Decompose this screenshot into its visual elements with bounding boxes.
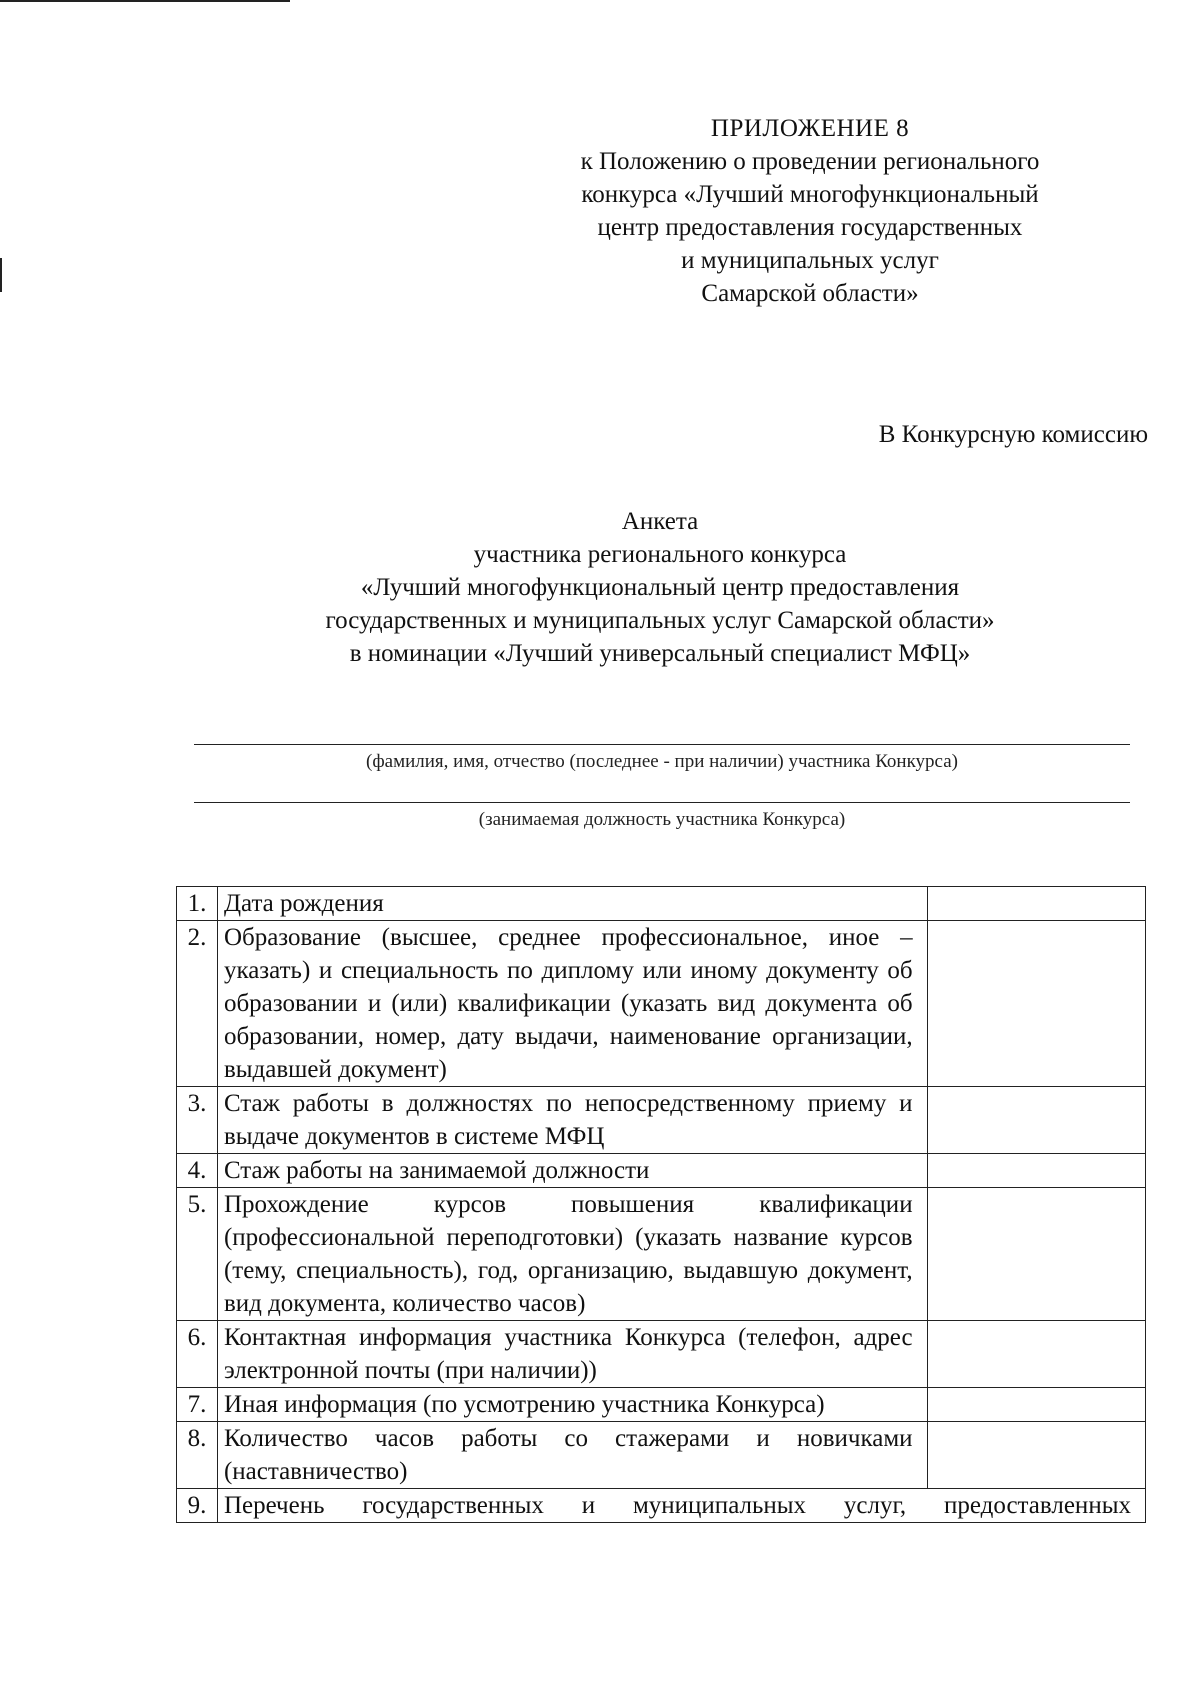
row-value-cell[interactable] xyxy=(927,921,1145,1087)
row-value-cell[interactable] xyxy=(927,1087,1145,1154)
form-title-line: Анкета xyxy=(621,508,699,535)
name-fill-line[interactable] xyxy=(194,744,1130,745)
row-value-cell[interactable] xyxy=(927,1422,1145,1489)
row-label: Контактная информация участника Конкурса (телефон, адрес электронной почты (при наличии)) xyxy=(217,1321,927,1388)
scan-edge-mark-top xyxy=(0,0,290,2)
appendix-line: к Положению о проведении регионального xyxy=(580,148,1040,175)
appendix-line: центр предоставления государственных xyxy=(597,214,1023,241)
scan-edge-mark-left xyxy=(0,258,2,292)
row-value-cell[interactable] xyxy=(927,887,1145,921)
appendix-header xyxy=(530,112,1090,310)
table-row xyxy=(177,1154,1146,1188)
table-row xyxy=(177,1422,1146,1489)
row-number: 9. xyxy=(177,1489,218,1523)
row-label: Дата рождения xyxy=(217,887,927,921)
appendix-line: и муниципальных услуг xyxy=(681,247,939,274)
table-row xyxy=(177,1489,1146,1523)
table-row xyxy=(177,887,1146,921)
row-value-cell[interactable] xyxy=(927,1154,1145,1188)
row-number: 2. xyxy=(177,921,218,1087)
questionnaire-table xyxy=(176,886,1146,1523)
addressee: В Конкурсную комиссию xyxy=(878,421,1148,448)
row-number: 5. xyxy=(177,1188,218,1321)
row-number: 1. xyxy=(177,887,218,921)
position-caption: (занимаемая должность участника Конкурса) xyxy=(478,809,846,830)
appendix-line: Самарской области» xyxy=(701,280,919,307)
row-value-cell[interactable] xyxy=(927,1388,1145,1422)
row-value-cell[interactable] xyxy=(927,1188,1145,1321)
row-label: Количество часов работы со стажерами и новичками (наставничество) xyxy=(217,1422,927,1489)
position-fill-line[interactable] xyxy=(194,802,1130,803)
table-row xyxy=(177,1087,1146,1154)
appendix-line: конкурса «Лучший многофункциональный xyxy=(581,181,1039,208)
form-title-line: государственных и муниципальных услуг Самарской области» xyxy=(325,607,995,634)
table-row xyxy=(177,1321,1146,1388)
form-title-line: участника регионального конкурса xyxy=(473,541,847,568)
form-title-line: в номинации «Лучший универсальный специалист МФЦ» xyxy=(349,640,971,667)
row-label: Перечень государственных и муниципальных услуг, предоставленных xyxy=(217,1489,1145,1523)
row-number: 3. xyxy=(177,1087,218,1154)
row-label: Образование (высшее, среднее профессиональное, иное – указать) и специальность по диплому или иному документу об образовании и (или) квалификации (указать вид документа об образовании, номер, дату выдачи, наименование организации, выдавшей документ) xyxy=(217,921,927,1087)
row-label: Стаж работы в должностях по непосредственному приему и выдаче документов в системе МФЦ xyxy=(217,1087,927,1154)
table-row xyxy=(177,1388,1146,1422)
form-title xyxy=(200,505,1120,670)
row-number: 4. xyxy=(177,1154,218,1188)
table-row xyxy=(177,1188,1146,1321)
row-number: 8. xyxy=(177,1422,218,1489)
table-row xyxy=(177,921,1146,1087)
row-number: 7. xyxy=(177,1388,218,1422)
name-caption: (фамилия, имя, отчество (последнее - при наличии) участника Конкурса) xyxy=(366,751,958,772)
row-label: Стаж работы на занимаемой должности xyxy=(217,1154,927,1188)
form-title-line: «Лучший многофункциональный центр предоставления xyxy=(360,574,960,601)
row-value-cell[interactable] xyxy=(927,1321,1145,1388)
row-label: Иная информация (по усмотрению участника Конкурса) xyxy=(217,1388,927,1422)
row-label: Прохождение курсов повышения квалификации (профессиональной переподготовки) (указать название курсов (тему, специальность), год, организацию, выдавшую документ, вид документа, количество часов) xyxy=(217,1188,927,1321)
appendix-title: ПРИЛОЖЕНИЕ 8 xyxy=(710,115,910,142)
row-number: 6. xyxy=(177,1321,218,1388)
